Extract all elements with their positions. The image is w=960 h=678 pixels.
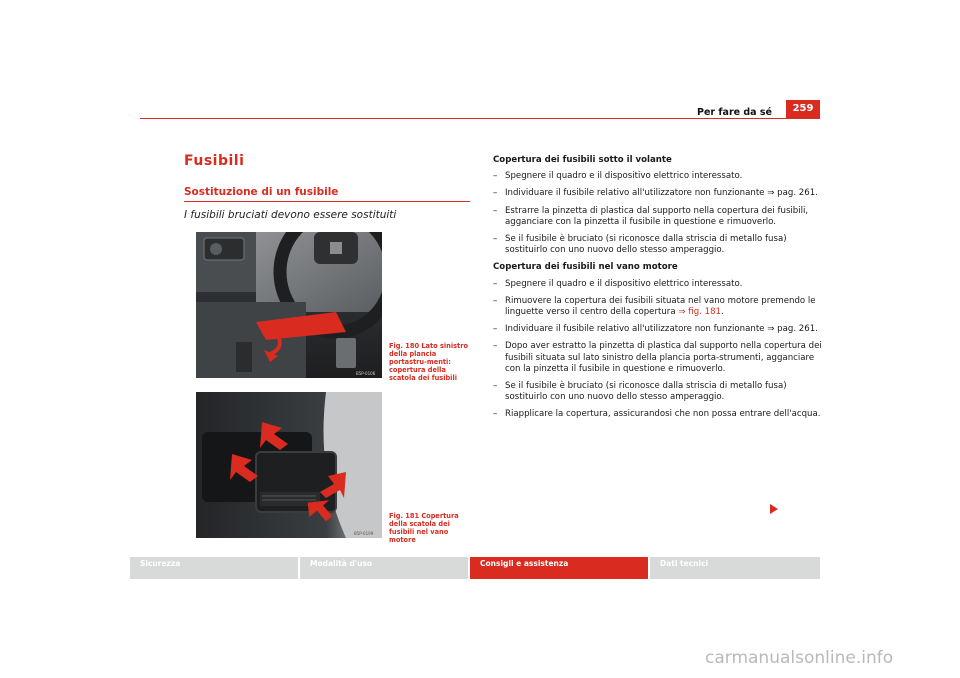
list-item: – Se il fusibile è bruciato (si riconosce dalla striscia di metallo fusa) sostituirlo con uno nuovo dello stesso amperaggio. bbox=[493, 381, 823, 403]
footer-tab-modalita[interactable]: Modalità d'uso bbox=[300, 557, 468, 579]
page-header-title: Per fare da sé bbox=[697, 107, 772, 118]
steering-fuse-heading: Copertura dei fusibili sotto il volante bbox=[493, 155, 672, 165]
list-item: – Riapplicare la copertura, assicurandosi che non possa entrare dell'acqua. bbox=[493, 409, 823, 420]
list-item: – Estrarre la pinzetta di plastica dal supporto nella copertura dei fusibili, agganciare con la pinzetta il fusibile in questione e rimuoverlo. bbox=[493, 206, 823, 228]
list-item: – Individuare il fusibile relativo all'utilizzatore non funzionante ⇒ pag. 261. bbox=[493, 188, 823, 199]
footer-tab-sicurezza[interactable]: Sicurezza bbox=[130, 557, 298, 579]
continue-arrow-icon bbox=[770, 504, 778, 514]
subsection-title: Sostituzione di un fusibile bbox=[184, 186, 339, 198]
header-rule bbox=[140, 118, 820, 119]
list-item: – Se il fusibile è bruciato (si riconosce dalla striscia di metallo fusa) sostituirlo con uno nuovo dello stesso amperaggio. bbox=[493, 234, 823, 256]
intro-text: I fusibili bruciati devono essere sostituiti bbox=[184, 209, 397, 221]
list-item: – Spegnere il quadro e il dispositivo elettrico interessato. bbox=[493, 171, 823, 182]
list-item: – Spegnere il quadro e il dispositivo elettrico interessato. bbox=[493, 279, 823, 290]
instructions-column bbox=[493, 155, 823, 427]
figure-reference-link[interactable]: ⇒ fig. 181 bbox=[678, 307, 722, 318]
subsection-rule bbox=[184, 201, 470, 202]
figure-181-image bbox=[196, 392, 382, 538]
footer-tab-consigli[interactable]: Consigli e assistenza bbox=[470, 557, 648, 579]
figure-180-code: B5P-0106 bbox=[356, 371, 376, 376]
figure-181-caption: Fig. 181 Copertura della scatola dei fusibili nel vano motore bbox=[389, 512, 459, 544]
list-item bbox=[493, 296, 823, 318]
figure-180-caption: Fig. 180 Lato sinistro della plancia portastru-menti: copertura della scatola dei fusibili bbox=[389, 342, 468, 382]
footer-tab-dati-tecnici[interactable]: Dati tecnici bbox=[650, 557, 820, 579]
section-title: Fusibili bbox=[184, 153, 245, 169]
figure-181-code: B5P-0199 bbox=[354, 531, 374, 536]
list-item-end: . bbox=[721, 307, 724, 318]
list-item-text: Rimuovere la copertura dei fusibili situata nel vano motore premendo le linguette verso il centro della copertura bbox=[505, 295, 816, 318]
engine-fuse-heading: Copertura dei fusibili nel vano motore bbox=[493, 262, 678, 273]
page-number: 259 bbox=[786, 100, 820, 118]
watermark: carmanualsonline.info bbox=[705, 648, 894, 668]
figure-180-image bbox=[196, 232, 382, 378]
list-item: – Individuare il fusibile relativo all'utilizzatore non funzionante ⇒ pag. 261. bbox=[493, 324, 823, 335]
list-item: – Dopo aver estratto la pinzetta di plastica dal supporto nella copertura dei fusibili situata sul lato sinistro della plancia porta-strumenti, agganciare con la pinzetta il fusibile in questione e rimuoverlo. bbox=[493, 341, 823, 375]
